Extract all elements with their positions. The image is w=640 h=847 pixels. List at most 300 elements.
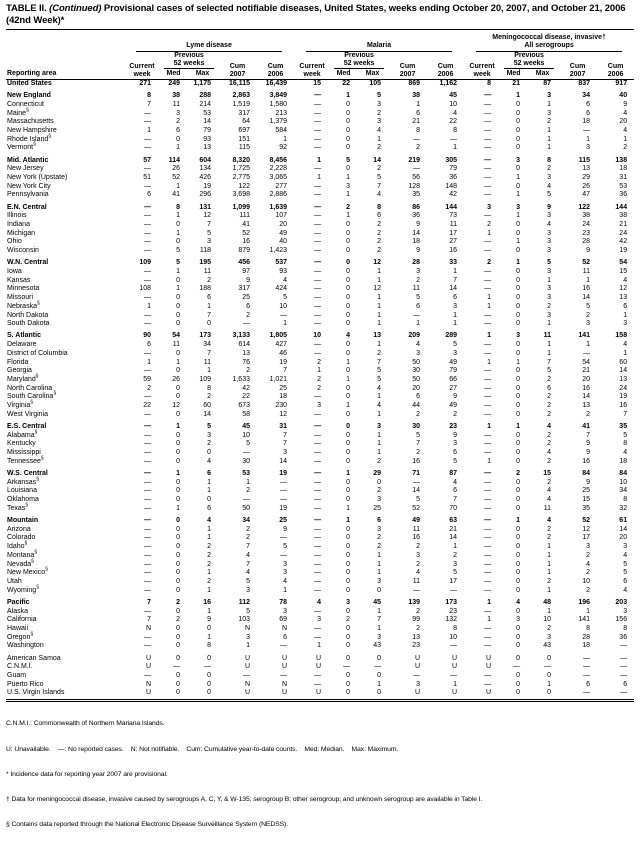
notifiable-diseases-table bbox=[6, 31, 634, 698]
reporting-area-cell: Louisiana bbox=[7, 487, 37, 495]
value-cell: — bbox=[144, 543, 151, 551]
value-cell: 0 bbox=[516, 534, 521, 542]
value-cell: 92 bbox=[279, 144, 288, 152]
value-cell: — bbox=[144, 449, 151, 457]
value-cell: 6 bbox=[377, 517, 382, 525]
value-cell: 9 bbox=[453, 393, 458, 401]
value-cell: 0 bbox=[346, 633, 351, 641]
value-cell: 1 bbox=[586, 276, 591, 284]
value-cell: 0 bbox=[176, 689, 180, 697]
table-row bbox=[6, 470, 634, 479]
value-cell: 3 bbox=[547, 268, 552, 276]
value-cell: 1 bbox=[147, 127, 151, 135]
value-cell: 49 bbox=[279, 229, 288, 237]
table-row bbox=[6, 385, 634, 394]
value-cell: 6 bbox=[623, 680, 628, 688]
value-cell: 13 bbox=[582, 402, 591, 410]
value-cell: 537 bbox=[275, 259, 288, 267]
value-cell: 424 bbox=[275, 285, 288, 293]
value-cell: 1 bbox=[516, 174, 521, 182]
group-header-malaria-line2: Malaria bbox=[306, 42, 452, 52]
value-cell: 1 bbox=[377, 449, 382, 457]
value-cell: 3,698 bbox=[232, 191, 250, 199]
value-cell: 1,175 bbox=[193, 80, 211, 87]
value-cell: 4 bbox=[317, 598, 322, 606]
value-cell: 25 bbox=[582, 487, 591, 495]
value-cell: 4 bbox=[246, 569, 250, 577]
value-cell: 14 bbox=[203, 410, 211, 418]
value-cell: 6 bbox=[416, 302, 421, 310]
value-cell: 7 bbox=[246, 543, 250, 551]
value-cell: 3 bbox=[623, 607, 628, 615]
value-cell: 0 bbox=[207, 624, 211, 632]
value-cell: U bbox=[244, 689, 250, 697]
value-cell: — bbox=[314, 191, 322, 199]
value-cell: 5 bbox=[207, 423, 211, 431]
value-cell: 50 bbox=[412, 358, 421, 366]
value-cell: 0 bbox=[176, 496, 180, 504]
group-header-meningococcal-line1: Meningococcal disease, invasive† bbox=[492, 34, 606, 41]
value-cell: 0 bbox=[346, 311, 351, 319]
value-cell: — bbox=[144, 238, 151, 246]
value-cell: 29 bbox=[373, 470, 382, 478]
value-cell: 1 bbox=[176, 182, 180, 190]
value-cell: 3 bbox=[516, 616, 521, 624]
value-cell: 0 bbox=[346, 165, 351, 173]
value-cell: 0 bbox=[176, 302, 180, 310]
table-row bbox=[6, 144, 634, 153]
value-cell: 1,379 bbox=[269, 118, 288, 126]
value-cell: — bbox=[484, 470, 492, 478]
reporting-area-cell: C.N.M.I. bbox=[7, 663, 33, 671]
value-cell: 0 bbox=[346, 607, 351, 615]
value-cell: 3 bbox=[346, 182, 351, 190]
value-cell: 4 bbox=[377, 127, 382, 135]
value-cell: 0 bbox=[377, 586, 382, 594]
value-cell: — bbox=[484, 586, 492, 594]
value-cell: 2 bbox=[246, 367, 250, 375]
value-cell: — bbox=[583, 349, 591, 357]
group-header-lyme-line1 bbox=[124, 34, 294, 42]
value-cell: 3 bbox=[207, 431, 211, 439]
column-header-cum-2007: Cum 2007 bbox=[388, 52, 427, 80]
value-cell: 7 bbox=[283, 367, 288, 375]
value-cell: 16,115 bbox=[228, 80, 250, 87]
value-cell: — bbox=[620, 672, 628, 679]
value-cell: 1 bbox=[346, 191, 351, 199]
value-cell: 60 bbox=[619, 358, 628, 366]
value-cell: 2 bbox=[547, 534, 552, 542]
value-cell: 2 bbox=[487, 259, 492, 267]
value-cell: 79 bbox=[203, 127, 211, 135]
value-cell: 917 bbox=[615, 80, 628, 87]
value-cell: 3 bbox=[453, 560, 458, 568]
value-cell: 6 bbox=[586, 100, 591, 108]
value-cell: — bbox=[314, 525, 322, 533]
value-cell: 0 bbox=[516, 247, 521, 255]
value-cell: 53 bbox=[242, 470, 250, 478]
value-cell: 14 bbox=[412, 487, 421, 495]
value-cell: 54 bbox=[582, 358, 591, 366]
value-cell: 31 bbox=[279, 423, 288, 431]
value-cell: 11 bbox=[543, 504, 552, 512]
reporting-area-cell: Pennsylvania bbox=[7, 191, 49, 199]
table-row bbox=[6, 350, 634, 359]
table-row bbox=[6, 578, 634, 587]
value-cell: 2 bbox=[176, 118, 180, 126]
value-cell: 9 bbox=[586, 440, 591, 448]
value-cell: 52 bbox=[172, 174, 180, 182]
value-cell: 1 bbox=[487, 423, 492, 431]
value-cell: 1 bbox=[547, 569, 552, 577]
value-cell: 3 bbox=[317, 616, 322, 624]
value-cell: 0 bbox=[346, 487, 351, 495]
value-cell: — bbox=[484, 212, 492, 220]
value-cell: 0 bbox=[346, 135, 351, 143]
value-cell: 0 bbox=[346, 525, 351, 533]
value-cell: — bbox=[144, 504, 151, 512]
value-cell: 109 bbox=[199, 376, 211, 383]
value-cell: 115 bbox=[238, 144, 250, 152]
value-cell: 1 bbox=[346, 174, 351, 182]
value-cell: 7 bbox=[246, 560, 250, 568]
value-cell: 2,775 bbox=[232, 174, 250, 182]
value-cell: — bbox=[314, 607, 322, 615]
value-cell: 3 bbox=[547, 633, 552, 641]
table-row bbox=[6, 681, 634, 690]
value-cell: 7 bbox=[377, 616, 382, 624]
value-cell: — bbox=[484, 410, 492, 418]
value-cell: 0 bbox=[176, 586, 180, 594]
value-cell: 20 bbox=[279, 221, 288, 229]
reporting-area-cell: E.S. Central bbox=[7, 423, 47, 431]
value-cell: 2 bbox=[377, 534, 382, 542]
value-cell: — bbox=[144, 144, 151, 152]
value-cell: — bbox=[314, 470, 322, 478]
value-cell: 2 bbox=[547, 457, 552, 465]
value-cell: 23 bbox=[412, 642, 421, 650]
reporting-area-cell: Arkansas§ bbox=[7, 476, 39, 486]
value-cell: 10 bbox=[313, 332, 322, 340]
value-cell: 0 bbox=[346, 144, 351, 152]
value-cell: — bbox=[314, 341, 322, 349]
value-cell: 5 bbox=[623, 431, 628, 439]
value-cell: 0 bbox=[207, 449, 211, 457]
value-cell: 0 bbox=[346, 423, 351, 431]
value-cell: 38 bbox=[582, 212, 591, 220]
value-cell: 3 bbox=[516, 156, 521, 164]
value-cell: 6 bbox=[416, 109, 421, 117]
value-cell: 0 bbox=[346, 349, 351, 357]
value-cell: 99 bbox=[412, 616, 421, 624]
value-cell: 2 bbox=[453, 410, 458, 418]
table-body bbox=[6, 80, 634, 699]
value-cell: 3 bbox=[377, 496, 382, 504]
value-cell: 0 bbox=[516, 672, 521, 679]
value-cell: 84 bbox=[582, 470, 591, 478]
footnote-dagger: † Data for meningococcal disease, invasive caused by serogroups A, C, Y, & W-135; serogroup B; other serogroup; and unknown serogroup are available in Table I. bbox=[6, 796, 483, 804]
value-cell: 0 bbox=[516, 135, 521, 143]
value-cell: 7 bbox=[623, 410, 628, 418]
reporting-area-cell: North Carolina bbox=[7, 384, 53, 392]
value-cell: 12 bbox=[619, 285, 628, 293]
value-cell: 134 bbox=[199, 165, 211, 173]
reporting-area-cell: Michigan bbox=[7, 229, 36, 237]
value-cell: 115 bbox=[578, 156, 591, 164]
value-cell: 22 bbox=[342, 80, 351, 87]
value-cell: 64 bbox=[242, 118, 250, 126]
value-cell: 0 bbox=[516, 182, 521, 190]
value-cell: — bbox=[314, 534, 322, 542]
value-cell: 1 bbox=[346, 470, 351, 478]
reporting-area-cell: Iowa bbox=[7, 268, 22, 276]
value-cell: 1 bbox=[346, 504, 351, 512]
value-cell: — bbox=[314, 672, 322, 679]
value-cell: 296 bbox=[199, 191, 211, 199]
value-cell: 2 bbox=[586, 586, 591, 594]
column-header-cum-2007: Cum 2007 bbox=[558, 52, 597, 80]
value-cell: — bbox=[314, 449, 322, 457]
value-cell: — bbox=[144, 268, 151, 276]
value-cell: — bbox=[144, 577, 151, 585]
value-cell: 14 bbox=[582, 294, 591, 302]
value-cell: 0 bbox=[176, 672, 180, 679]
value-cell: 0 bbox=[377, 478, 382, 486]
value-cell: 277 bbox=[275, 182, 288, 190]
value-cell: — bbox=[314, 543, 322, 551]
value-cell: 27 bbox=[449, 238, 458, 246]
value-cell: 61 bbox=[619, 517, 628, 525]
value-cell: 14 bbox=[203, 118, 211, 126]
value-cell: — bbox=[620, 642, 628, 650]
value-cell: 0 bbox=[176, 478, 180, 486]
reporting-area-cell: Nevada§ bbox=[7, 558, 34, 568]
value-cell: — bbox=[314, 109, 322, 117]
value-cell: — bbox=[314, 586, 322, 594]
value-cell: 14 bbox=[412, 229, 421, 237]
value-cell: 0 bbox=[176, 680, 180, 688]
value-cell: — bbox=[314, 100, 322, 108]
value-cell: 2 bbox=[246, 525, 250, 533]
table-row bbox=[6, 259, 634, 268]
value-cell: 10 bbox=[582, 577, 591, 585]
value-cell: 1 bbox=[487, 332, 492, 340]
value-cell: 3 bbox=[176, 109, 180, 117]
value-cell: 2 bbox=[176, 616, 180, 624]
value-cell: 14 bbox=[373, 156, 382, 164]
value-cell: 1 bbox=[547, 276, 552, 284]
value-cell: — bbox=[144, 440, 151, 448]
value-cell: 2 bbox=[207, 577, 211, 585]
value-cell: 60 bbox=[203, 402, 211, 410]
value-cell: — bbox=[484, 577, 492, 585]
value-cell: 1 bbox=[283, 135, 288, 143]
value-cell: 4 bbox=[547, 487, 552, 495]
value-cell: 3 bbox=[547, 294, 552, 302]
value-cell: 6 bbox=[623, 577, 628, 585]
value-cell: 2 bbox=[586, 569, 591, 577]
value-cell: — bbox=[314, 221, 322, 229]
value-cell: 0 bbox=[346, 624, 351, 632]
value-cell: 71 bbox=[412, 470, 421, 478]
value-cell: 1 bbox=[207, 487, 211, 495]
value-cell: 1 bbox=[516, 517, 521, 525]
value-cell: 2 bbox=[516, 470, 521, 478]
value-cell: 4 bbox=[377, 191, 382, 199]
value-cell: 16 bbox=[582, 384, 591, 392]
value-cell: U bbox=[282, 689, 288, 697]
value-cell: 1 bbox=[346, 517, 351, 525]
value-cell: 0 bbox=[346, 100, 351, 108]
column-header-current-week: Current week bbox=[294, 52, 330, 80]
value-cell: 0 bbox=[176, 367, 180, 375]
value-cell: 90 bbox=[143, 332, 151, 340]
table-row bbox=[6, 432, 634, 441]
value-cell: 1 bbox=[453, 320, 458, 328]
value-cell: — bbox=[314, 276, 322, 284]
value-cell: 20 bbox=[412, 384, 421, 392]
reporting-area-cell: Virginia§ bbox=[7, 399, 33, 410]
footnote-abbreviations: U: Unavailable. —: No reported cases. N: Not notifiable. Cum: Cumulative year-to-date counts. Med: Median. Max: Maximum. bbox=[6, 745, 399, 753]
value-cell: 1 bbox=[487, 294, 492, 302]
value-cell: 20 bbox=[582, 376, 591, 383]
value-cell: — bbox=[484, 680, 492, 688]
value-cell: 6 bbox=[453, 294, 458, 302]
value-cell: 23 bbox=[449, 423, 458, 431]
value-cell: 12 bbox=[172, 402, 180, 410]
value-cell: — bbox=[484, 551, 492, 559]
value-cell: 70 bbox=[449, 504, 458, 512]
reporting-area-cell: New Hampshire bbox=[7, 127, 57, 135]
value-cell: 1 bbox=[207, 586, 211, 594]
value-cell: — bbox=[484, 191, 492, 199]
value-cell: 1 bbox=[346, 92, 351, 100]
value-cell: 50 bbox=[412, 376, 421, 383]
value-cell: 0 bbox=[176, 449, 180, 457]
footnotes bbox=[6, 704, 634, 847]
reporting-area-cell: North Dakota bbox=[7, 311, 49, 319]
value-cell: 3 bbox=[246, 586, 250, 594]
value-cell: — bbox=[314, 127, 322, 135]
value-cell: — bbox=[144, 457, 151, 465]
value-cell: 3 bbox=[547, 229, 552, 237]
value-cell: 1 bbox=[547, 551, 552, 559]
value-cell: 3 bbox=[207, 238, 211, 246]
reporting-area-cell: New Jersey bbox=[7, 165, 44, 173]
value-cell: 0 bbox=[176, 276, 180, 284]
value-cell: 38 bbox=[412, 92, 421, 100]
value-cell: U bbox=[452, 654, 458, 662]
value-cell: 34 bbox=[582, 92, 591, 100]
value-cell: 1 bbox=[346, 376, 351, 383]
value-cell: 6 bbox=[586, 680, 591, 688]
value-cell: 21 bbox=[449, 525, 458, 533]
value-cell: — bbox=[144, 478, 151, 486]
value-cell: 18 bbox=[582, 118, 591, 126]
value-cell: — bbox=[314, 135, 322, 143]
value-cell: 8 bbox=[207, 642, 211, 650]
value-cell: 2 bbox=[416, 607, 421, 615]
reporting-area-cell: New York City bbox=[7, 182, 51, 190]
value-cell: 156 bbox=[615, 616, 628, 624]
value-cell: — bbox=[314, 238, 322, 246]
value-cell: 141 bbox=[578, 616, 591, 624]
value-cell: 148 bbox=[445, 182, 458, 190]
value-cell: 0 bbox=[516, 285, 521, 293]
value-cell: — bbox=[243, 672, 250, 679]
value-cell: — bbox=[484, 268, 492, 276]
value-cell: 1 bbox=[547, 586, 552, 594]
value-cell: 6 bbox=[416, 393, 421, 401]
value-cell: 2 bbox=[377, 457, 382, 465]
value-cell: — bbox=[144, 212, 151, 220]
value-cell: — bbox=[314, 320, 322, 328]
value-cell: 0 bbox=[516, 402, 521, 410]
value-cell: 196 bbox=[578, 598, 591, 606]
value-cell: 0 bbox=[176, 534, 180, 542]
value-cell: U bbox=[452, 689, 458, 697]
reporting-area-cell: Delaware bbox=[7, 341, 37, 349]
value-cell: 5 bbox=[176, 247, 180, 255]
value-cell: — bbox=[144, 229, 151, 237]
value-cell: 1 bbox=[176, 285, 180, 293]
value-cell: 26 bbox=[172, 376, 180, 383]
value-cell: 0 bbox=[176, 569, 180, 577]
value-cell: 8 bbox=[176, 203, 180, 211]
value-cell: 1 bbox=[377, 440, 382, 448]
value-cell: 3 bbox=[547, 285, 552, 293]
value-cell: 0 bbox=[176, 311, 180, 319]
value-cell: U bbox=[282, 654, 288, 662]
value-cell: 12 bbox=[203, 212, 211, 220]
value-cell: U bbox=[415, 663, 421, 671]
reporting-area-header: Reporting area bbox=[6, 52, 124, 80]
reporting-area-cell: Ohio bbox=[7, 238, 22, 246]
value-cell: 1 bbox=[416, 320, 421, 328]
value-cell: — bbox=[314, 285, 322, 293]
value-cell: 1 bbox=[453, 543, 458, 551]
value-cell: — bbox=[484, 607, 492, 615]
table-row bbox=[6, 534, 634, 543]
value-cell: 8 bbox=[207, 384, 211, 392]
value-cell: 2 bbox=[547, 165, 552, 173]
table-row bbox=[6, 110, 634, 119]
value-cell: — bbox=[144, 423, 151, 431]
value-cell: 2 bbox=[377, 238, 382, 246]
value-cell: 63 bbox=[449, 517, 458, 525]
value-cell: N bbox=[244, 680, 250, 688]
value-cell: 1 bbox=[547, 127, 552, 135]
value-cell: 13 bbox=[242, 349, 250, 357]
value-cell: — bbox=[314, 624, 322, 632]
table-row bbox=[6, 212, 634, 221]
value-cell: 2 bbox=[623, 144, 628, 152]
value-cell: 3 bbox=[317, 402, 322, 410]
value-cell: 0 bbox=[516, 654, 521, 662]
value-cell: 5 bbox=[453, 341, 458, 349]
value-cell: 203 bbox=[615, 598, 628, 606]
value-cell: 4 bbox=[207, 517, 211, 525]
value-cell: 2 bbox=[547, 478, 552, 486]
value-cell: 28 bbox=[412, 259, 421, 267]
value-cell: 0 bbox=[377, 654, 382, 662]
value-cell: — bbox=[144, 569, 151, 577]
value-cell: 4 bbox=[377, 384, 382, 392]
value-cell: 35 bbox=[619, 423, 628, 431]
value-cell: 4 bbox=[547, 221, 552, 229]
table-row bbox=[6, 221, 634, 230]
value-cell: 0 bbox=[346, 478, 351, 486]
